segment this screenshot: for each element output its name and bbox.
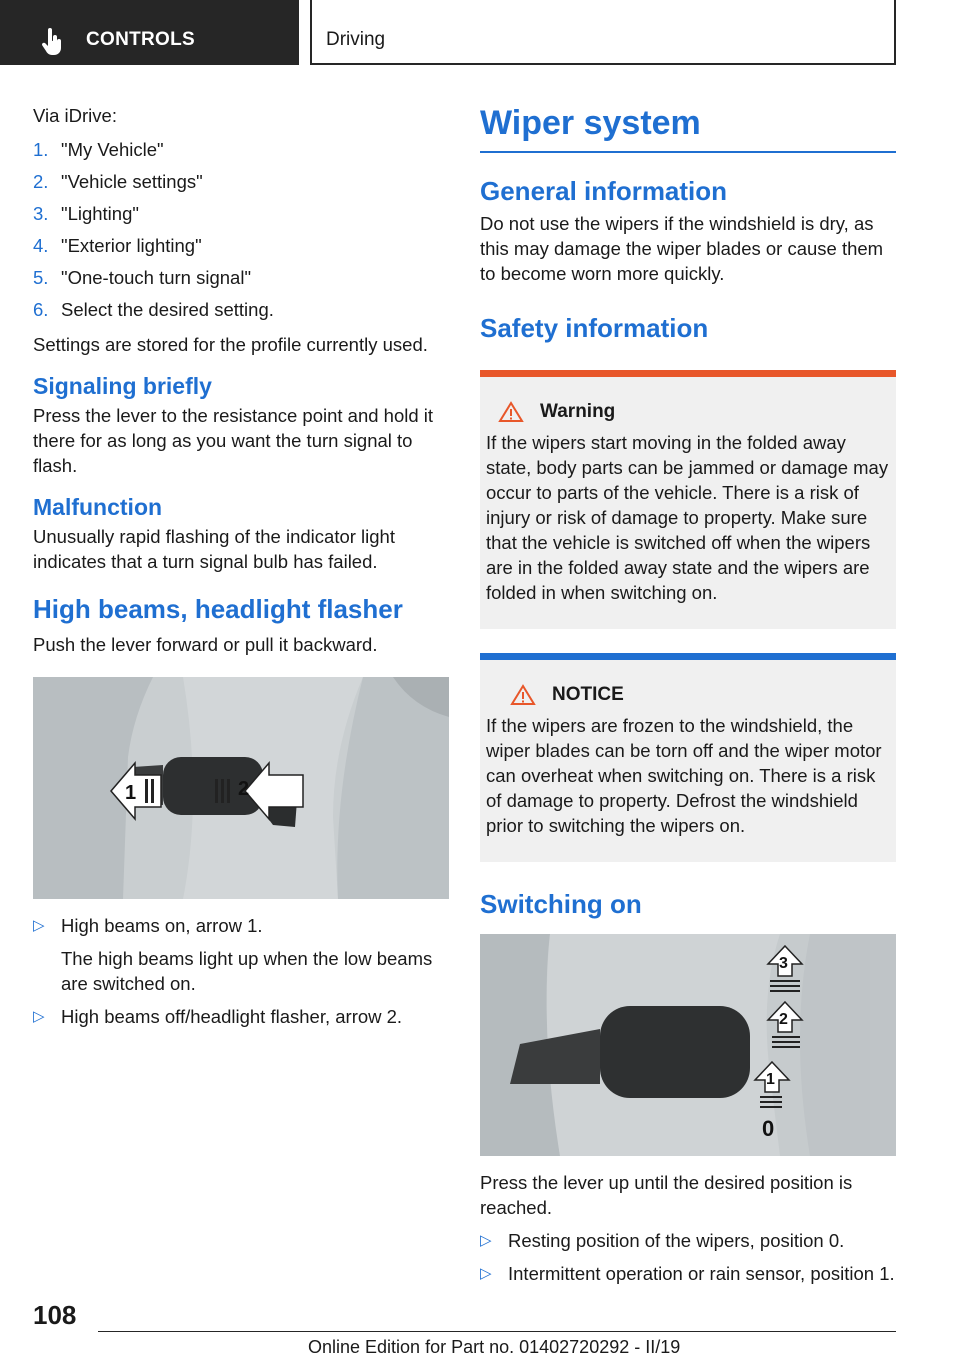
notice-triangle-icon xyxy=(510,684,536,706)
wiper-positions-list xyxy=(480,1228,896,1286)
notice-box xyxy=(480,653,896,862)
list-item: 1. "My Vehicle" xyxy=(33,139,164,160)
notice-label: NOTICE xyxy=(552,684,624,705)
position-3-label: 3 xyxy=(779,955,788,972)
page-number: 108 xyxy=(33,1300,77,1330)
section-header-tab xyxy=(0,0,299,65)
list-item: ▷ High beams off/headlight flasher, arrow 2. xyxy=(33,1006,403,1027)
warning-text: If the wipers start moving in the folded away state, body parts can be jammed or damage may occur to parts of the vehicle. There is a risk of injury or risk of damage to property. Make sure that the vehicle is switched off when the wipers are in the folded away state and the wipers are folded in when switching on. xyxy=(486,432,889,603)
chapter-label: Driving xyxy=(326,29,386,50)
malfunction-text: Unusually rapid flashing of the indicator light indicates that a turn signal bulb has failed. xyxy=(33,526,395,572)
list-item: ▷ Intermittent operation or rain sensor, position 1. xyxy=(480,1263,895,1284)
high-beams-heading: High beams, headlight flasher xyxy=(33,594,403,624)
list-item: 6. Select the desired setting. xyxy=(33,299,274,320)
settings-stored-text: Settings are stored for the profile currently used. xyxy=(33,334,428,355)
wiper-illustration-svg xyxy=(480,934,896,1156)
lever-illustration-svg xyxy=(33,677,449,899)
right-column xyxy=(480,103,896,1294)
warning-label: Warning xyxy=(540,401,616,422)
general-information-text: Do not use the wipers if the windshield is dry, as this may damage the wiper blades or cause them to become worn more quickly. xyxy=(480,213,884,284)
wiper-lever-illustration xyxy=(480,934,896,1156)
warning-triangle-icon xyxy=(498,401,524,423)
list-item: 2. "Vehicle settings" xyxy=(33,171,203,192)
triangle-bullet-icon: ▷ xyxy=(480,1232,492,1249)
triangle-bullet-icon: ▷ xyxy=(33,917,45,934)
footer-edition-text: Online Edition for Part no. 01402720292 - II/19 xyxy=(308,1337,681,1357)
list-item: ▷ High beams on, arrow 1. The high beams light up when the low beams are switched on. xyxy=(33,915,433,994)
left-column xyxy=(33,103,449,1037)
wiper-system-title: Wiper system xyxy=(480,103,896,153)
safety-information-heading: Safety information xyxy=(480,313,709,343)
position-0-label: 0 xyxy=(762,1116,775,1141)
arrow-1-label: 1 xyxy=(125,782,137,804)
signaling-briefly-text: Press the lever to the resistance point and hold it there for as long as you want the turn signal to flash. xyxy=(33,405,434,476)
arrow-2-label: 2 xyxy=(238,778,250,800)
press-lever-text: Press the lever up until the desired position is reached. xyxy=(480,1172,853,1218)
triangle-bullet-icon: ▷ xyxy=(33,1008,45,1025)
chapter-header-tab xyxy=(310,0,896,65)
high-beams-text: Push the lever forward or pull it backward. xyxy=(33,634,378,655)
footer-divider xyxy=(98,1331,896,1332)
switching-on-heading: Switching on xyxy=(480,889,642,919)
list-item: 5. "One-touch turn signal" xyxy=(33,267,252,288)
list-item: 4. "Exterior lighting" xyxy=(33,235,202,256)
position-2-label: 2 xyxy=(779,1011,788,1028)
via-idrive-text: Via iDrive: xyxy=(33,105,117,126)
signaling-briefly-heading: Signaling briefly xyxy=(33,373,212,399)
list-item: ▷ Resting position of the wipers, position 0. xyxy=(480,1230,845,1251)
malfunction-heading: Malfunction xyxy=(33,494,163,520)
notice-text: If the wipers are frozen to the windshield, the wiper blades can be torn off and the wiper motor can overheat when switching on. There is a risk of damage to property. Defrost the windshield prior to switching the wipers on. xyxy=(486,715,882,836)
section-label: CONTROLS xyxy=(86,29,196,50)
warning-box xyxy=(480,370,896,629)
idrive-steps-list xyxy=(33,134,449,326)
turn-signal-lever-illustration xyxy=(33,677,449,899)
high-beams-list xyxy=(33,913,449,1029)
general-information-heading: General information xyxy=(480,176,728,206)
hand-pointer-icon xyxy=(40,28,64,56)
list-item: 3. "Lighting" xyxy=(33,203,139,224)
triangle-bullet-icon: ▷ xyxy=(480,1265,492,1282)
position-1-label: 1 xyxy=(766,1071,775,1088)
